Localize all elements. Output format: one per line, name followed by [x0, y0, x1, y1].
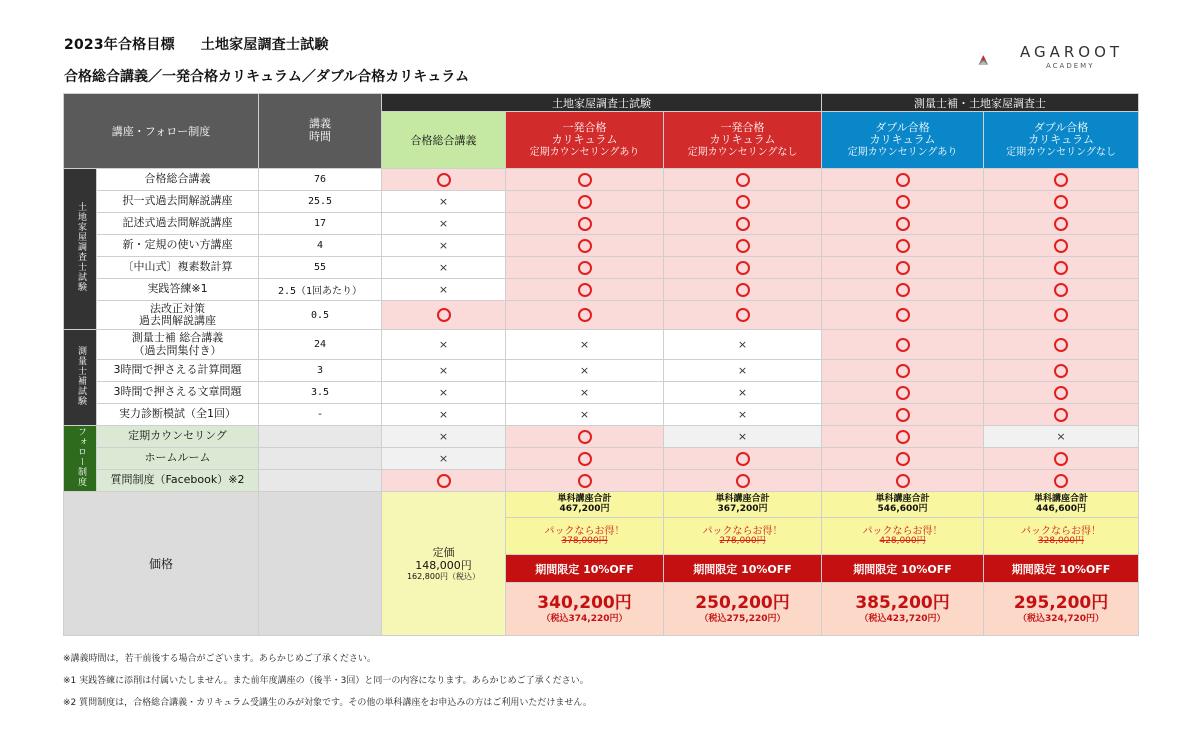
mark-cell [382, 360, 506, 382]
circle-mark-icon [896, 308, 910, 322]
table-row [64, 169, 1139, 191]
footnote: ※2 質問制度は，合格総合講義・カリキュラム受講生のみが対象です。その他の単科講座をお申込みの方はご利用いただけません。 [63, 698, 592, 708]
mark-cell [822, 360, 984, 382]
circle-mark-icon [896, 283, 910, 297]
circle-mark-icon [437, 308, 451, 322]
circle-mark-icon [1054, 452, 1068, 466]
mark-cell [506, 426, 664, 448]
mark-cell [822, 279, 984, 301]
group-label-sokuryo: 測量士補試験 [64, 330, 97, 426]
circle-mark-icon [578, 195, 592, 209]
cross-mark-icon: × [438, 408, 449, 421]
mark-cell [822, 448, 984, 470]
cross-mark-icon: × [438, 338, 449, 351]
circle-mark-icon [437, 474, 451, 488]
title-year: 2023年合格目標 [64, 37, 175, 53]
circle-mark-icon [578, 430, 592, 444]
mark-cell [664, 426, 822, 448]
price-pack-plan-2: パックならお得！ 378,000円 [506, 518, 664, 555]
price-sum-plan-5: 単科講座合計 446,600円 [984, 492, 1139, 518]
circle-mark-icon [1054, 474, 1068, 488]
circle-mark-icon [1054, 364, 1068, 378]
price-pack-plan-3: パックならお得！ 278,000円 [664, 518, 822, 555]
mark-cell [984, 301, 1139, 330]
mark-cell [382, 257, 506, 279]
table-row [64, 213, 1139, 235]
circle-mark-icon [736, 261, 750, 275]
footnote: ※1 実践答練に添削は付属いたしません。また前年度講座の（後半・3回）と同一の内容になります。あらかじめご了承ください。 [63, 676, 589, 686]
limited-discount-badge: 期間限定 10%OFF [822, 555, 984, 583]
row-name: 3時間で押さえる文章問題 [97, 382, 259, 404]
circle-mark-icon [896, 338, 910, 352]
row-name: 択一式過去問解説講座 [97, 191, 259, 213]
circle-mark-icon [736, 195, 750, 209]
mark-cell [506, 301, 664, 330]
circle-mark-icon [1054, 217, 1068, 231]
row-hours: 0.5 [259, 301, 382, 330]
row-hours [259, 426, 382, 448]
mark-cell [822, 169, 984, 191]
mark-cell [664, 330, 822, 360]
title-exam: 土地家屋調査士試験 [200, 37, 329, 53]
row-name: 新・定規の使い方講座 [97, 235, 259, 257]
circle-mark-icon [896, 195, 910, 209]
mark-cell [506, 382, 664, 404]
mark-cell [382, 235, 506, 257]
mark-cell [506, 279, 664, 301]
mark-cell [382, 448, 506, 470]
row-hours: 3 [259, 360, 382, 382]
circle-mark-icon [578, 474, 592, 488]
page-subtitle: 合格総合講義／一発合格カリキュラム／ダブル合格カリキュラム [64, 69, 470, 85]
table-row [64, 279, 1139, 301]
mark-cell [382, 191, 506, 213]
table-row [64, 426, 1139, 448]
final-price-plan-2: 340,200円 （税込374,220円） [506, 583, 664, 636]
mark-cell [664, 213, 822, 235]
mark-cell [984, 279, 1139, 301]
mark-cell [506, 191, 664, 213]
circle-mark-icon [1054, 195, 1068, 209]
circle-mark-icon [736, 308, 750, 322]
cross-mark-icon: × [737, 408, 748, 421]
price-label: 価格 [64, 492, 259, 636]
cross-mark-icon: × [438, 364, 449, 377]
mark-cell [664, 169, 822, 191]
mark-cell [822, 330, 984, 360]
cross-mark-icon: × [737, 430, 748, 443]
row-hours: 55 [259, 257, 382, 279]
circle-mark-icon [1054, 338, 1068, 352]
circle-mark-icon [1054, 308, 1068, 322]
row-hours: 3.5 [259, 382, 382, 404]
circle-mark-icon [896, 386, 910, 400]
logo-text: AGAROOT [1020, 43, 1124, 61]
price-plan-1: 定価 148,000円 162,800円（税込） [382, 492, 506, 636]
mark-cell [664, 470, 822, 492]
row-hours: 76 [259, 169, 382, 191]
row-name: 定期カウンセリング [97, 426, 259, 448]
row-name: 記述式過去問解説講座 [97, 213, 259, 235]
mark-cell [822, 213, 984, 235]
price-sum-plan-4: 単科講座合計 546,600円 [822, 492, 984, 518]
row-hours: 25.5 [259, 191, 382, 213]
circle-mark-icon [1054, 283, 1068, 297]
circle-mark-icon [896, 239, 910, 253]
mark-cell [382, 330, 506, 360]
course-comparison-table [63, 93, 1139, 636]
agaroot-logo-icon [978, 40, 1018, 80]
mark-cell [506, 330, 664, 360]
row-hours [259, 470, 382, 492]
cross-mark-icon: × [438, 283, 449, 296]
price-hours-blank [259, 492, 382, 636]
cross-mark-icon: × [438, 452, 449, 465]
header-plan-4: ダブル合格 カリキュラム 定期カウンセリングあり [822, 112, 984, 169]
price-sum-plan-2: 単科講座合計 467,200円 [506, 492, 664, 518]
mark-cell [984, 470, 1139, 492]
mark-cell [664, 279, 822, 301]
limited-discount-badge: 期間限定 10%OFF [506, 555, 664, 583]
group-label-follow: フォロー制度 [64, 426, 97, 492]
cross-mark-icon: × [438, 430, 449, 443]
mark-cell [506, 235, 664, 257]
price-sum-plan-3: 単科講座合計 367,200円 [664, 492, 822, 518]
row-name: 〔中山式〕複素数計算 [97, 257, 259, 279]
table-row [64, 448, 1139, 470]
circle-mark-icon [1054, 408, 1068, 422]
mark-cell [984, 191, 1139, 213]
group-label-chousashi: 土地家屋調査士試験 [64, 169, 97, 330]
circle-mark-icon [896, 173, 910, 187]
table-row [64, 235, 1139, 257]
mark-cell [664, 360, 822, 382]
table-row [64, 191, 1139, 213]
circle-mark-icon [437, 173, 451, 187]
cross-mark-icon: × [579, 386, 590, 399]
row-hours: - [259, 404, 382, 426]
mark-cell [382, 470, 506, 492]
cross-mark-icon: × [438, 386, 449, 399]
circle-mark-icon [736, 217, 750, 231]
circle-mark-icon [1054, 173, 1068, 187]
mark-cell [382, 426, 506, 448]
row-hours: 2.5（1回あたり） [259, 279, 382, 301]
row-name: 3時間で押さえる計算問題 [97, 360, 259, 382]
cross-mark-icon: × [438, 261, 449, 274]
mark-cell [984, 360, 1139, 382]
row-name: 法改正対策 過去問解説講座 [97, 301, 259, 330]
circle-mark-icon [578, 261, 592, 275]
mark-cell [984, 448, 1139, 470]
page-title [64, 34, 329, 54]
row-name: 合格総合講義 [97, 169, 259, 191]
mark-cell [822, 426, 984, 448]
cross-mark-icon: × [438, 239, 449, 252]
circle-mark-icon [1054, 261, 1068, 275]
circle-mark-icon [578, 217, 592, 231]
table-row [64, 257, 1139, 279]
table-row [64, 382, 1139, 404]
header-plan-2: 一発合格 カリキュラム 定期カウンセリングあり [506, 112, 664, 169]
mark-cell [664, 448, 822, 470]
mark-cell [506, 169, 664, 191]
table-row [64, 470, 1139, 492]
mark-cell [506, 448, 664, 470]
circle-mark-icon [896, 364, 910, 378]
row-name: 実践答練※1 [97, 279, 259, 301]
row-name: 測量士補 総合講義 （過去問集付き） [97, 330, 259, 360]
mark-cell [822, 404, 984, 426]
circle-mark-icon [896, 217, 910, 231]
circle-mark-icon [578, 283, 592, 297]
mark-cell [506, 470, 664, 492]
mark-cell [822, 301, 984, 330]
circle-mark-icon [736, 474, 750, 488]
final-price-plan-4: 385,200円 （税込423,720円） [822, 583, 984, 636]
mark-cell [664, 301, 822, 330]
mark-cell [984, 382, 1139, 404]
header-group-b: 測量士補・土地家屋調査士 [822, 94, 1139, 112]
mark-cell [984, 330, 1139, 360]
footnotes [63, 648, 592, 714]
row-hours: 4 [259, 235, 382, 257]
circle-mark-icon [896, 261, 910, 275]
circle-mark-icon [896, 430, 910, 444]
mark-cell [382, 213, 506, 235]
mark-cell [506, 257, 664, 279]
row-hours: 17 [259, 213, 382, 235]
row-hours [259, 448, 382, 470]
circle-mark-icon [578, 239, 592, 253]
mark-cell [984, 257, 1139, 279]
mark-cell [984, 404, 1139, 426]
header-hours: 講義時間 [259, 94, 382, 169]
circle-mark-icon [578, 308, 592, 322]
header-plan-1: 合格総合講義 [382, 112, 506, 169]
mark-cell [664, 404, 822, 426]
mark-cell [822, 191, 984, 213]
circle-mark-icon [736, 239, 750, 253]
mark-cell [822, 470, 984, 492]
circle-mark-icon [896, 474, 910, 488]
table-row [64, 301, 1139, 330]
mark-cell [664, 382, 822, 404]
circle-mark-icon [896, 408, 910, 422]
row-name: 質問制度（Facebook）※2 [97, 470, 259, 492]
row-hours: 24 [259, 330, 382, 360]
header-plan-5: ダブル合格 カリキュラム 定期カウンセリングなし [984, 112, 1139, 169]
mark-cell [382, 279, 506, 301]
cross-mark-icon: × [1056, 430, 1066, 443]
row-name: ホームルーム [97, 448, 259, 470]
cross-mark-icon: × [438, 195, 449, 208]
circle-mark-icon [578, 173, 592, 187]
limited-discount-badge: 期間限定 10%OFF [664, 555, 822, 583]
cross-mark-icon: × [737, 338, 748, 351]
mark-cell [984, 235, 1139, 257]
table-row [64, 404, 1139, 426]
header-course: 講座・フォロー制度 [64, 94, 259, 169]
limited-discount-badge: 期間限定 10%OFF [984, 555, 1139, 583]
circle-mark-icon [578, 452, 592, 466]
mark-cell [664, 257, 822, 279]
mark-cell [984, 169, 1139, 191]
mark-cell [664, 235, 822, 257]
price-pack-plan-5: パックならお得！ 328,000円 [984, 518, 1139, 555]
logo-subtext: ACADEMY [1046, 62, 1095, 70]
cross-mark-icon: × [579, 408, 590, 421]
mark-cell [382, 169, 506, 191]
mark-cell [984, 426, 1139, 448]
mark-cell [382, 301, 506, 330]
circle-mark-icon [736, 173, 750, 187]
header-group-a: 土地家屋調査士試験 [382, 94, 822, 112]
circle-mark-icon [736, 283, 750, 297]
mark-cell [506, 213, 664, 235]
cross-mark-icon: × [737, 386, 748, 399]
mark-cell [382, 382, 506, 404]
circle-mark-icon [736, 452, 750, 466]
header-plan-3: 一発合格 カリキュラム 定期カウンセリングなし [664, 112, 822, 169]
table-row [64, 330, 1139, 360]
mark-cell [984, 213, 1139, 235]
cross-mark-icon: × [737, 364, 748, 377]
mark-cell [506, 404, 664, 426]
mark-cell [822, 235, 984, 257]
final-price-plan-5: 295,200円 （税込324,720円） [984, 583, 1139, 636]
footnote: ※講義時間は，若干前後する場合がございます。あらかじめご了承ください。 [63, 654, 376, 664]
cross-mark-icon: × [438, 217, 449, 230]
table-row [64, 360, 1139, 382]
cross-mark-icon: × [579, 338, 590, 351]
mark-cell [506, 360, 664, 382]
price-pack-plan-4: パックならお得！ 428,000円 [822, 518, 984, 555]
circle-mark-icon [896, 452, 910, 466]
mark-cell [382, 404, 506, 426]
cross-mark-icon: × [579, 364, 590, 377]
final-price-plan-3: 250,200円 （税込275,220円） [664, 583, 822, 636]
circle-mark-icon [1054, 386, 1068, 400]
mark-cell [822, 257, 984, 279]
row-name: 実力診断模試（全1回） [97, 404, 259, 426]
mark-cell [822, 382, 984, 404]
circle-mark-icon [1054, 239, 1068, 253]
mark-cell [664, 191, 822, 213]
